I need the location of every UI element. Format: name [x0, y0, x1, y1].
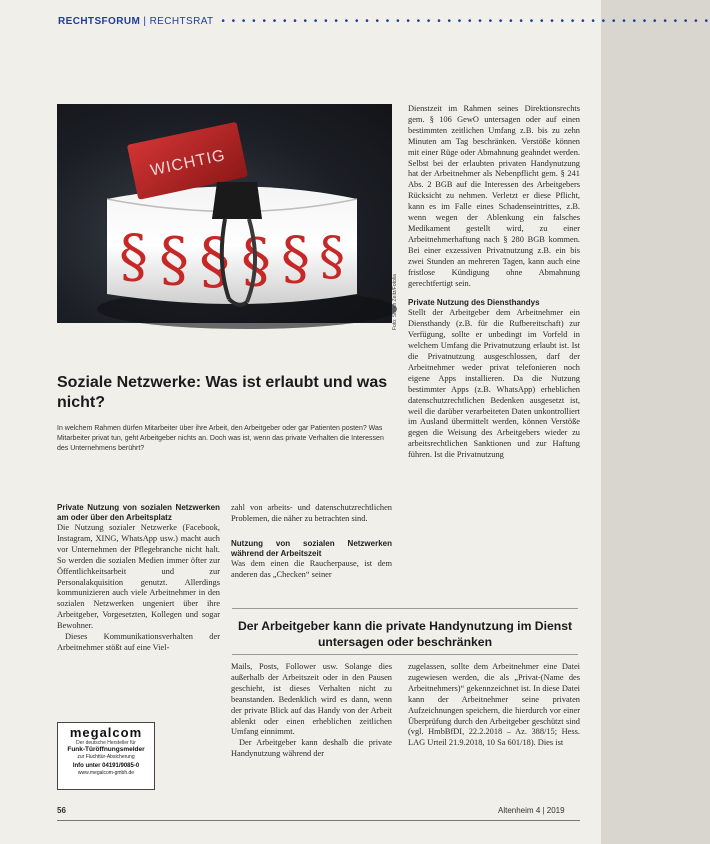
col2-paragraph-1: zahl von arbeits- und datenschutzrechtlichen Problemen, die näher zu betrachten sind. — [231, 503, 392, 523]
article-lead: In welchem Rahmen dürfen Mitarbeiter über ihre Arbeit, den Arbeitgeber oder gar Patienten posten? Was Mitarbeiter privat tun, geht Arbeitgeber nichts an. Doch was ist, wenn das private Verhalten die Interessen des Unternehmens berührt? — [57, 425, 384, 452]
paragraph-symbol-2: § — [159, 225, 189, 295]
header-dot-leader: • • • • • • • • • • • • • • • • • • • • • • • • • • • • • • • • • • • • • • • • • • • • • • • • — [216, 16, 710, 27]
magazine-name: Altenheim — [498, 806, 534, 815]
right-paragraph: Stellt der Arbeitgeber dem Arbeitnehmer ein Diensthandy (z.B. für die Rufbereitschaft) zur Verfügung, sollte er unbedingt im Vorfeld in welchem Umfang die Privatnutzung erlaubt ist. Ist die Privatnutzung ausgeschlossen, darf der Arbeitnehmer weder privat telefonieren noch eigene Apps installieren. Da die Nutzung bestimmter Apps (z.B. WhatsApp) erheblichen datenschutzrechtlichen Bedenken ausgesetzt ist, weil die darüber verarbeiteten Daten unkontrolliert im Ausland übermittelt werden, können Verstöße gegen die Weisung des Arbeitgebers wieder zu arbeitsrechtlichen Sanktionen und zur Haftung führen. Ist die Privatnutzung — [408, 308, 580, 460]
tag-label: WICHTIG — [148, 146, 228, 180]
ad-line-1: Der deutsche Hersteller für — [76, 740, 136, 746]
column-1 — [57, 503, 220, 654]
photo-credit: Foto: Stefan Zeitz/Fotolia — [392, 274, 398, 330]
b2-paragraph-2: Der Arbeitgeber kann deshalb die private Handynutzung während der — [231, 738, 392, 759]
paragraph-symbol-6: § — [319, 227, 345, 287]
col2-paragraph-2: Was dem einen die Raucherpause, ist dem anderen das „Checken“ seiner — [231, 558, 392, 579]
pull-quote: Der Arbeitgeber kann die private Handynutzung im Dienst untersagen oder beschränken — [237, 619, 573, 649]
paragraph-symbol-5: § — [281, 224, 310, 292]
right-top-paragraph: Dienstzeit im Rahmen seines Direktionsrechts gem. § 106 GewO untersagen oder auf einen bestimmten zeitlichen Umfang z.B. bis zu zehn Minuten am Tag beschränken. Verstöße können mit einer Rüge oder Abmahnung geahndet werden. Selbst bei der erlaubten privaten Handynutzung hat der Arbeitnehmer als Nebenpflicht gem. § 241 Abs. 2 BGB auf die Interessen des Arbeitgebers Rücksicht zu nehmen. Verletzt er diese Pflicht, kann es im Falle eines Schadenseintrittes, z.B. wenn wegen der Ablenkung ein falsches Medikament gestellt wird, zu einer Arbeitnehmerhaftung nach § 280 BGB kommen. Bei einer exzessiven Privatnutzung z.B. ein bis zwei Stunden an mehreren Tagen, kann auch eine fristlose Kündigung ohne Abmahnung gerechtfertigt sein. — [408, 104, 580, 288]
pull-quote-rule-bottom — [232, 654, 578, 655]
ad-line-3: zur Fluchttür-Absicherung — [77, 754, 135, 760]
col2-subheading: Nutzung von sozialen Netzwerken während der Arbeitszeit — [231, 538, 392, 558]
article-photo — [57, 104, 392, 323]
ad-website-link[interactable]: www.megalcom-gmbh.de — [77, 770, 135, 776]
subsection-label: RECHTSRAT — [149, 16, 214, 27]
column-2-bottom — [231, 662, 392, 760]
paragraph-symbol-4: § — [241, 226, 271, 296]
right-subheading: Private Nutzung des Diensthandys — [408, 298, 540, 308]
magazine-issue: 4 | 2019 — [535, 806, 565, 815]
column-2 — [231, 503, 392, 581]
ad-phone: Info unter 04191/9085-0 — [72, 763, 140, 769]
col1-paragraph-2: Dieses Kommunikationsverhalten der Arbeitnehmer stößt auf eine Viel- — [57, 632, 220, 652]
paragraph-symbol-1: § — [119, 222, 148, 290]
b3-paragraph: zugelassen, sollte dem Arbeitnehmer eine Datei zugewiesen werden, die als „Privat-(Name des Arbeitnehmers)“ gekennzeichnet ist. In diese Datei kann der Arbeitnehmer seine privaten Aufzeichnungen speichern, die hierdurch vor einer Überprüfung durch den Arbeitgeber geschützt sind (vgl. HmbBfDI, 22.2.2018 – Az. 388/15; Hess. LAG Urteil 21.9.2018, 10 Sa 601/18). Dies ist — [408, 662, 580, 748]
paragraph-clip-illustration — [57, 104, 392, 323]
footer-rule — [57, 820, 580, 821]
right-column-top — [408, 104, 580, 461]
col1-subheading: Private Nutzung von sozialen Netzwerken am oder über den Arbeitsplatz — [57, 503, 220, 522]
column-3-bottom — [408, 662, 580, 749]
col1-paragraph-1: Die Nutzung sozialer Netzwerke (Facebook, Instagram, XING, WhatsApp usw.) macht auch vor Unternehmen der Pflegebranche nicht halt. So werden die sozialen Medien immer öfter zur Öffentlichkeitsarbeit und zur Personalakquisition genutzt. Allerdings kommunizieren auch viele Arbeitnehmer in den sozialen Netzwerken ungeniert über ihre Arbeitgeber, Vorgesetzten, Kollegen und sogar Bewohner. — [57, 523, 220, 631]
advertisement-box[interactable] — [57, 722, 155, 790]
ad-brand-logo: megalcom — [69, 725, 143, 740]
paragraph-symbol-3: § — [199, 224, 230, 297]
magazine-info — [498, 806, 565, 818]
article-title: Soziale Netzwerke: Was ist erlaubt und was nicht? — [57, 374, 388, 411]
page-number: 56 — [57, 806, 66, 815]
header-separator: | — [143, 16, 147, 27]
ad-line-2: Funk-Türöffnungsmelder — [67, 746, 145, 753]
section-label: RECHTSFORUM — [58, 16, 141, 27]
pull-quote-rule-top — [232, 608, 578, 609]
b2-paragraph-1: Mails, Posts, Follower usw. Solange dies außerhalb der Arbeitszeit oder in den Pausen geschieht, ist dieses Verhalten nicht zu beanstanden. Bedenklich wird es dann, wenn der private Blick auf das Handy von der Arbeit ablenkt oder einen erheblichen zeitlichen Umfang einnimmt. — [231, 662, 392, 737]
section-header — [58, 16, 710, 32]
